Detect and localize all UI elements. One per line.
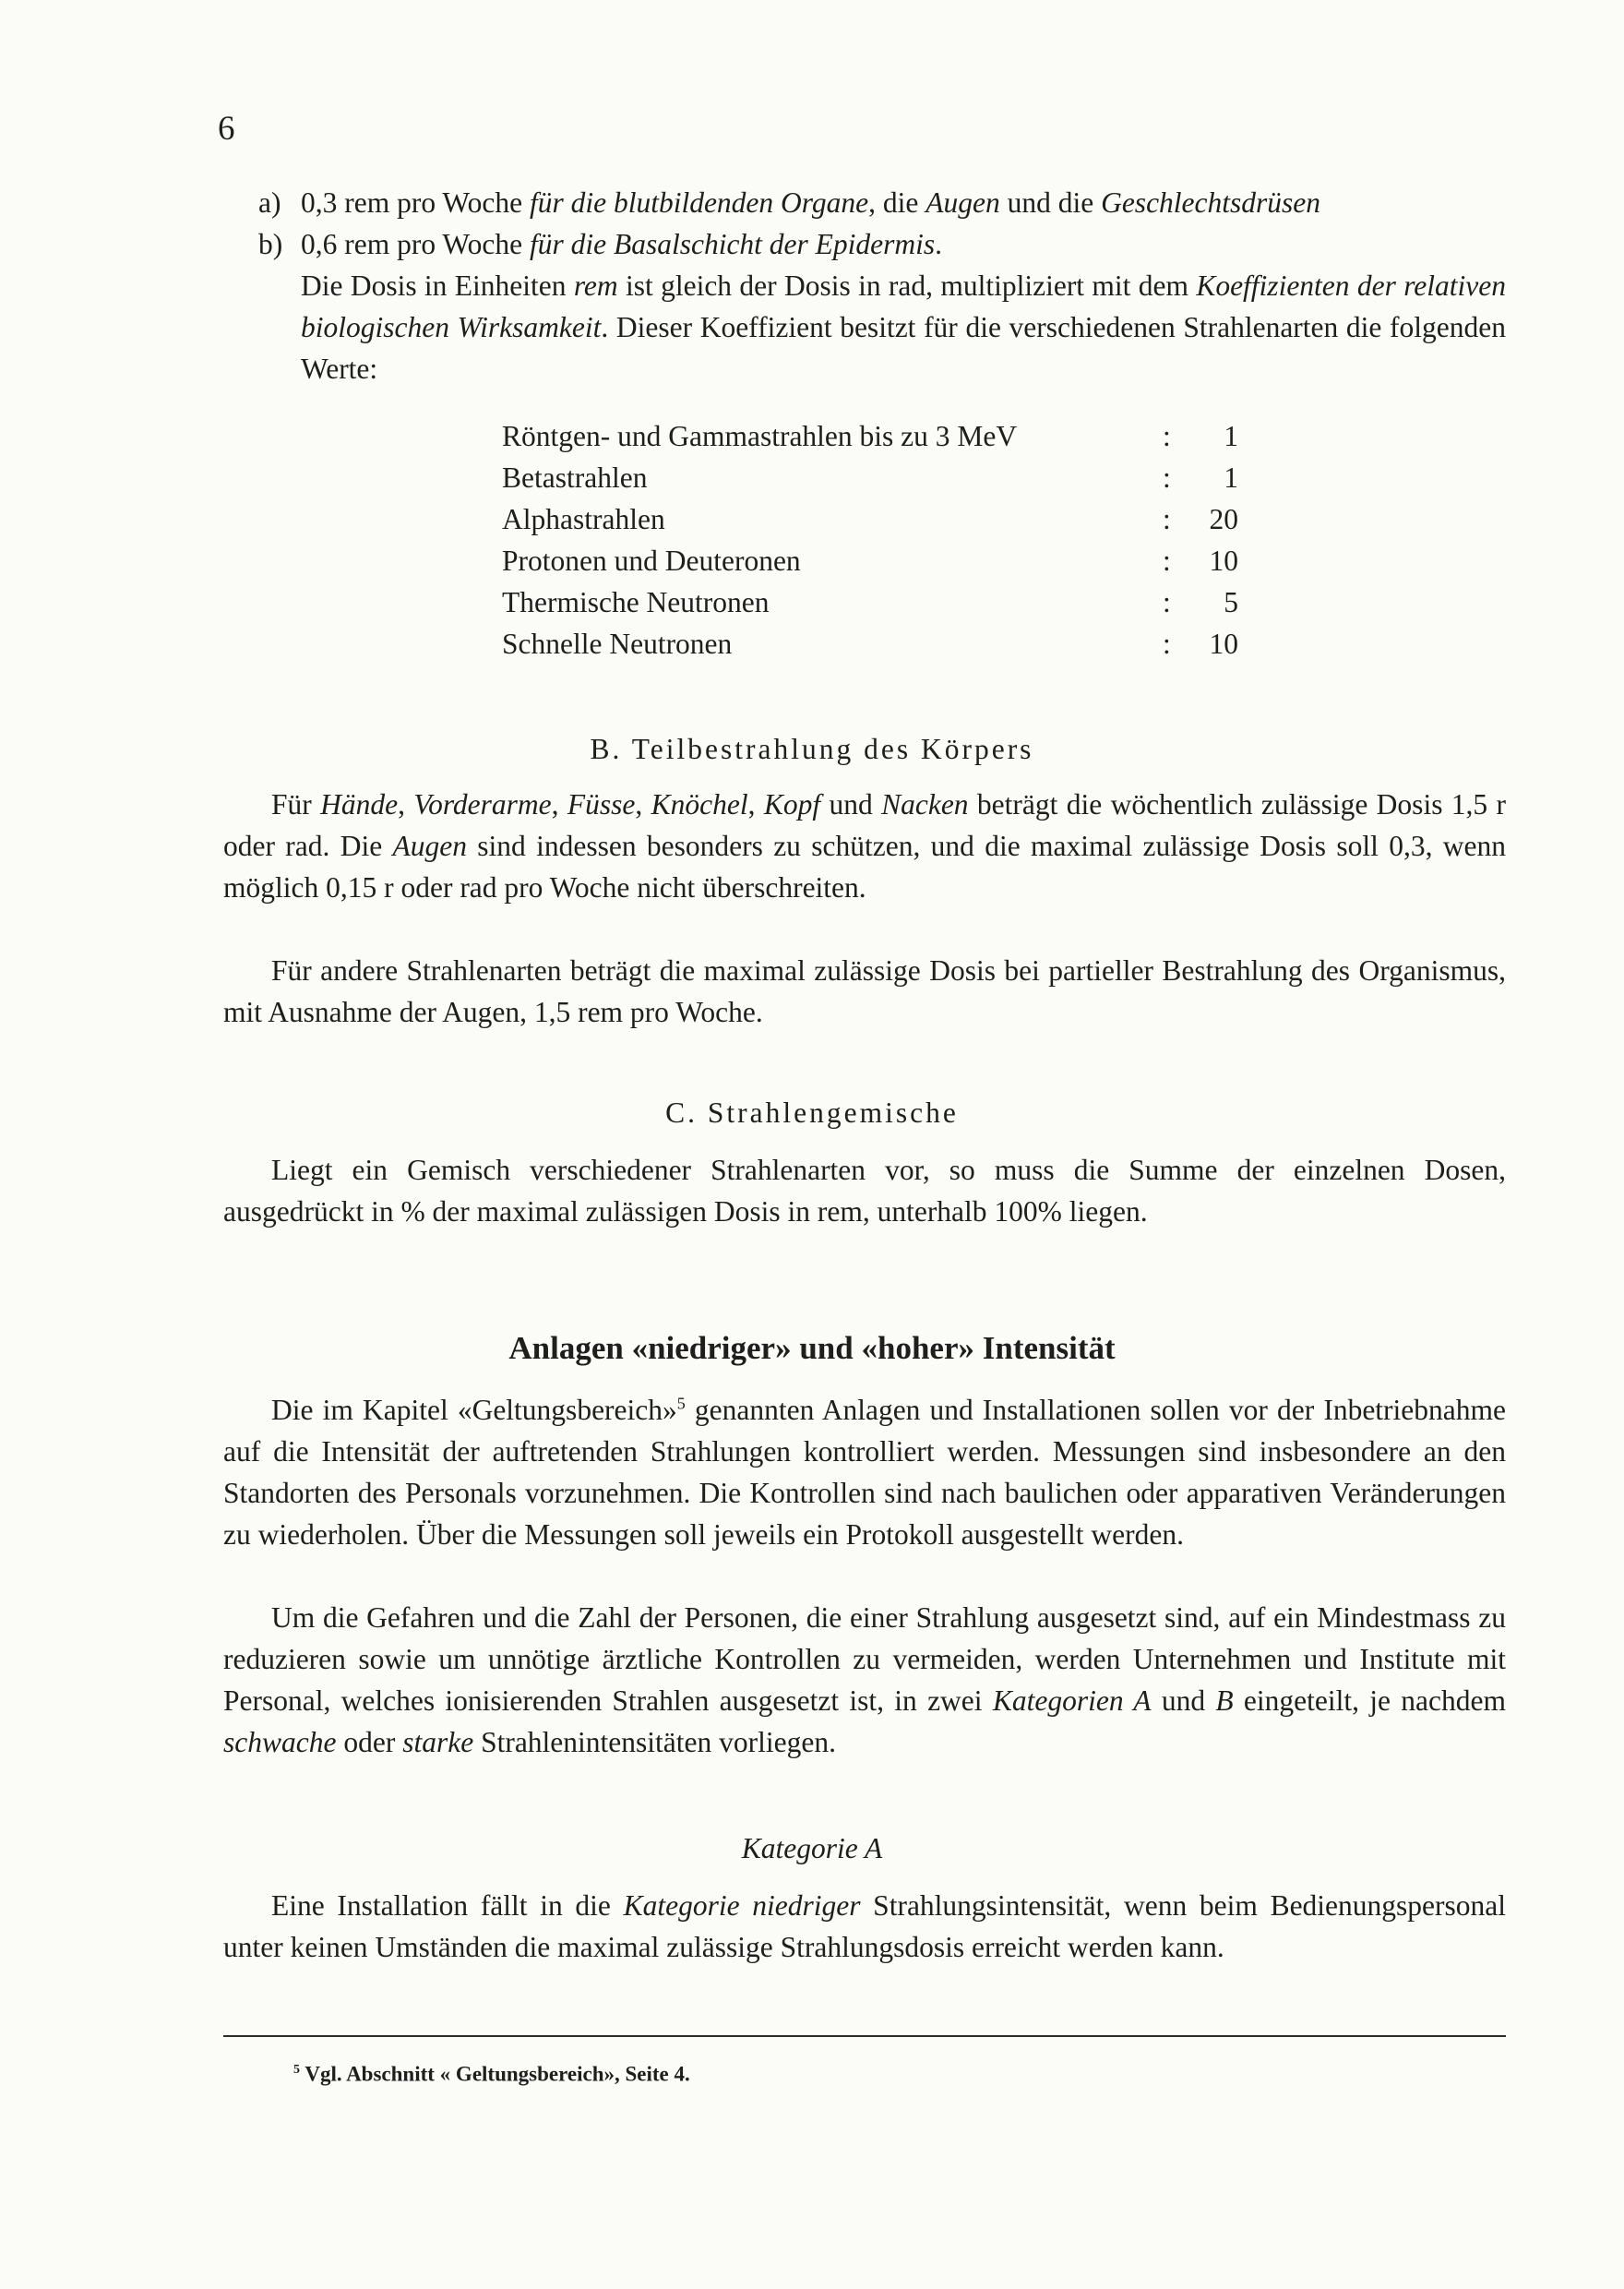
table-row: Schnelle Neutronen : 10 xyxy=(502,628,1238,660)
table-row: Protonen und Deuteronen : 10 xyxy=(502,545,1238,577)
anlagen-heading: Anlagen «niedriger» und «hoher» Intensität xyxy=(508,1330,1116,1366)
section-b-paragraph-2: Für andere Strahlenarten beträgt die maximal zulässige Dosis bei partieller Bestrahlung des Organismus, mit Ausnahme der Augen, 1,5 rem pro Woche. xyxy=(223,954,1506,1028)
list-label: b) xyxy=(258,228,283,260)
list-item-a: a) 0,3 rem pro Woche für die blutbildenden Organe, die Augen und die Geschlechtsdrüsen xyxy=(258,182,1513,223)
page-number: 6 xyxy=(218,110,235,148)
footnote-divider xyxy=(223,2035,1506,2037)
section-b-heading: B. Teilbestrahlung des Körpers xyxy=(590,733,1034,765)
kategorie-a-paragraph: Eine Installation fällt in die Kategorie niedriger Strahlungsintensität, wenn beim Bedienungspersonal unter keinen Umständen die maximal zulässige Strahlungsdosis erreicht werden kann. xyxy=(223,1889,1507,1963)
anlagen-paragraph-2: Um die Gefahren und die Zahl der Personen, die einer Strahlung ausgesetzt sind, auf ein Mindestmass zu reduzieren sowie um unnötige ärztliche Kontrollen zu vermeiden, werden Unternehmen und Institute mit Personal, welches ionisierenden Strahlen ausgesetzt ist, in zwei Kategorien A und B eingeteilt, je nachdem schwache oder starke Strahlenintensitäten vorliegen. xyxy=(223,1601,1506,1758)
table-row: Alphastrahlen : 20 xyxy=(502,503,1238,535)
section-c-heading: C. Strahlengemische xyxy=(665,1097,959,1129)
footnote xyxy=(293,2056,690,2089)
footnote-ref: 5 xyxy=(676,1394,686,1413)
table-row: Röntgen- und Gammastrahlen bis zu 3 MeV : 1 xyxy=(502,420,1238,452)
list-item-b: b) 0,6 rem pro Woche für die Basalschicht der Epidermis. xyxy=(258,223,1513,265)
kategorie-a-heading: Kategorie A xyxy=(741,1832,883,1864)
list-label: a) xyxy=(258,186,281,219)
anlagen-paragraph-1: Die im Kapitel «Geltungsbereich»$^5$ genannten Anlagen und Installationen sollen vor der Inbetriebnahme auf die Intensität der auftretenden Strahlungen kontrolliert werden. Messungen sind insbesondere an den Standorten des Personals vorzunehmen. Die Kontrollen sind nach baulichen oder apparativen Veränderungen zu wiederholen. Über die Messungen soll jeweils ein Protokoll ausgestellt werden. xyxy=(223,1394,1506,1551)
table-row: Betastrahlen : 1 xyxy=(502,461,1238,494)
section-c-paragraph: Liegt ein Gemisch verschiedener Strahlenarten vor, so muss die Summe der einzelnen Dosen, ausgedrückt in % der maximal zulässigen Dosis in rem, unterhalb 100% liegen. xyxy=(223,1154,1506,1228)
table-row: Thermische Neutronen : 5 xyxy=(502,586,1238,618)
footnote-text: Vgl. Abschnitt « Geltungsbereich», Seite 4. xyxy=(304,2062,690,2086)
section-b-paragraph-1: Für Hände, Vorderarme, Füsse, Knöchel, Kopf und Nacken beträgt die wöchentlich zulässige Dosis 1,5 r oder rad. Die Augen sind indessen besonders zu schützen, und die maximal zulässige Dosis soll 0,3, wenn möglich 0,15 r oder rad pro Woche nicht überschreiten. xyxy=(223,788,1507,904)
footnote-marker: 5 xyxy=(293,2063,300,2077)
rem-paragraph: Die Dosis in Einheiten rem ist gleich der Dosis in rad, multipliziert mit dem Koeffizienten der relativen biologischen Wirksamkeit. Dieser Koeffizient besitzt für die verschiedenen Strahlenarten die folgenden Werte: xyxy=(301,270,1506,385)
